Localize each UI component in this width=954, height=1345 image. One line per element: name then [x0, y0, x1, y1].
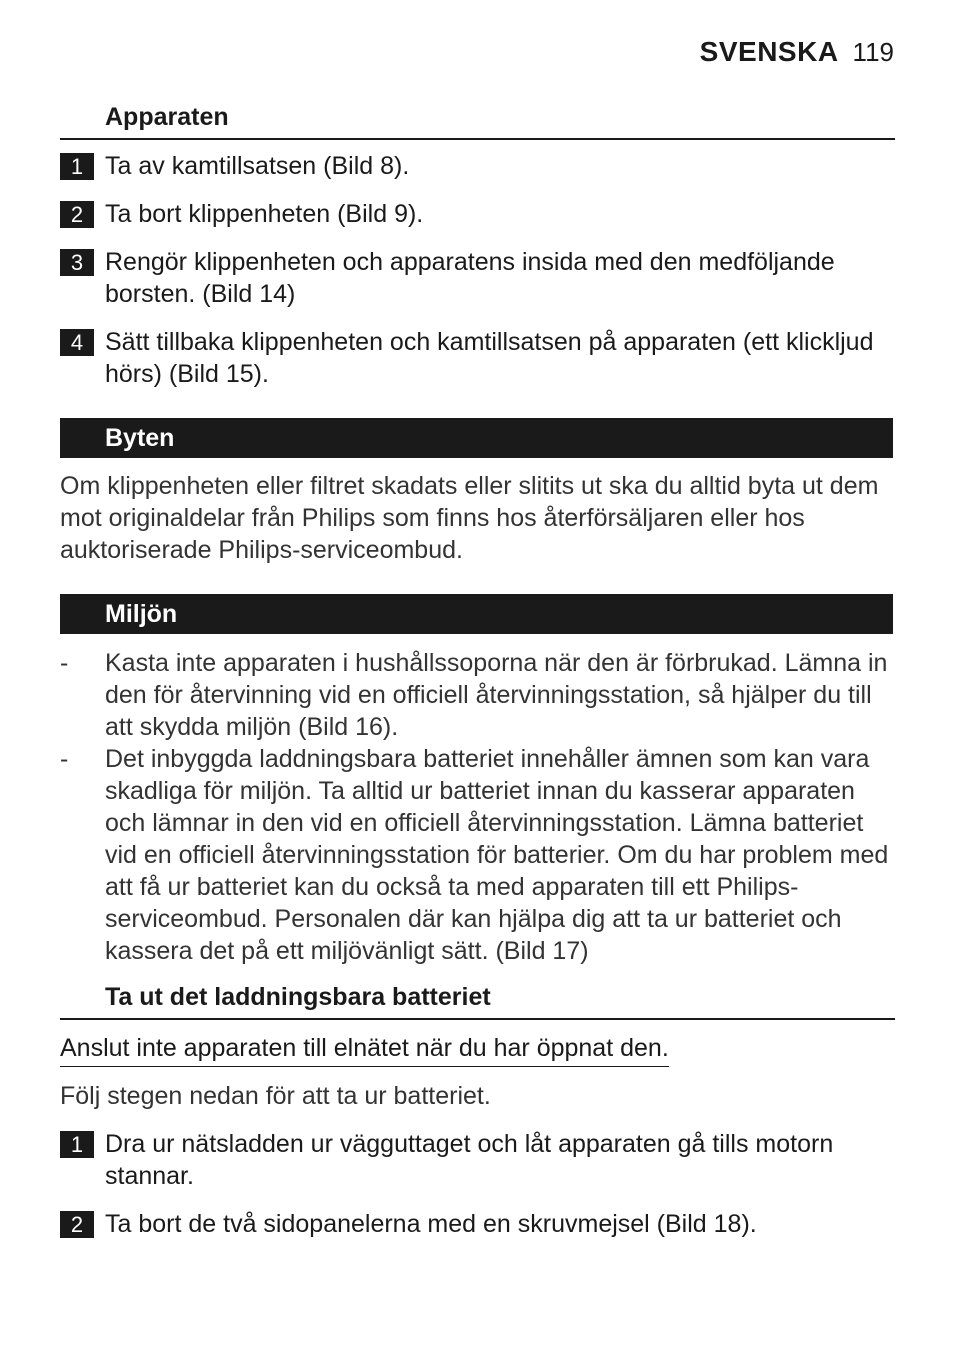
list-item: [60, 743, 895, 967]
step-item: [60, 326, 895, 390]
step-number: 1: [60, 153, 94, 180]
warning-text: Anslut inte apparaten till elnätet när du har öppnat den.: [60, 1032, 669, 1067]
section-bar-miljon: Miljön: [60, 594, 893, 634]
step-item: [60, 198, 895, 230]
bullet-text: Det inbyggda laddningsbara batteriet innehåller ämnen som kan vara skadliga för miljön. Ta alltid ur batteriet innan du kasserar apparaten och lämnar in den vid en officiell återvinningsstation. Lämna batteriet vid en officiell återvinningsstation för batterier. Om du har problem med att få ur batteriet kan du också ta med apparaten till ett Philips-serviceombud. Personalen där kan hjälpa dig att ta ur batteriet och kassera det på ett miljövänligt sätt. (Bild 17): [105, 745, 889, 965]
bullet-text: Kasta inte apparaten i hushållssoporna när den är förbrukad. Lämna in den för återvinning vid en officiell återvinningsstation, så hjälper du till att skydda miljön (Bild 16).: [105, 649, 888, 741]
step-text: Ta bort klippenheten (Bild 9).: [105, 200, 424, 228]
byten-paragraph: Om klippenheten eller filtret skadats eller slitits ut ska du alltid byta ut dem mot originaldelar från Philips som finns hos återförsäljaren eller hos auktoriserade Philips-serviceombud.: [60, 472, 879, 564]
section-title-apparaten: Apparaten: [60, 100, 895, 140]
section-bar-byten: Byten: [60, 418, 893, 458]
bullet-dash: -: [60, 745, 69, 773]
step-number: 3: [60, 249, 94, 276]
step-text: Ta av kamtillsatsen (Bild 8).: [105, 152, 410, 180]
bullet-dash: -: [60, 649, 69, 677]
section-title-batteriet: Ta ut det laddningsbara batteriet: [60, 980, 895, 1020]
step-number: 4: [60, 329, 94, 356]
page-header: [700, 36, 894, 68]
step-item: [60, 150, 895, 182]
step-text: Dra ur nätsladden ur vägguttaget och låt apparaten gå tills motorn stannar.: [105, 1130, 834, 1190]
step-item: [60, 1128, 895, 1192]
list-item: [60, 647, 895, 743]
step-item: [60, 246, 895, 310]
step-number: 2: [60, 201, 94, 228]
step-text: Rengör klippenheten och apparatens insida med den medföljande borsten. (Bild 14): [105, 248, 835, 308]
step-text: Sätt tillbaka klippenheten och kamtillsatsen på apparaten (ett klickljud hörs) (Bild 15).: [105, 328, 874, 388]
step-number: 1: [60, 1131, 94, 1158]
intro-paragraph: Följ stegen nedan för att ta ur batteriet.: [60, 1082, 491, 1110]
step-number: 2: [60, 1211, 94, 1238]
step-text: Ta bort de två sidopanelerna med en skruvmejsel (Bild 18).: [105, 1210, 757, 1238]
page-number: 119: [852, 37, 894, 67]
language-label: SVENSKA: [699, 36, 839, 67]
step-item: [60, 1208, 895, 1240]
